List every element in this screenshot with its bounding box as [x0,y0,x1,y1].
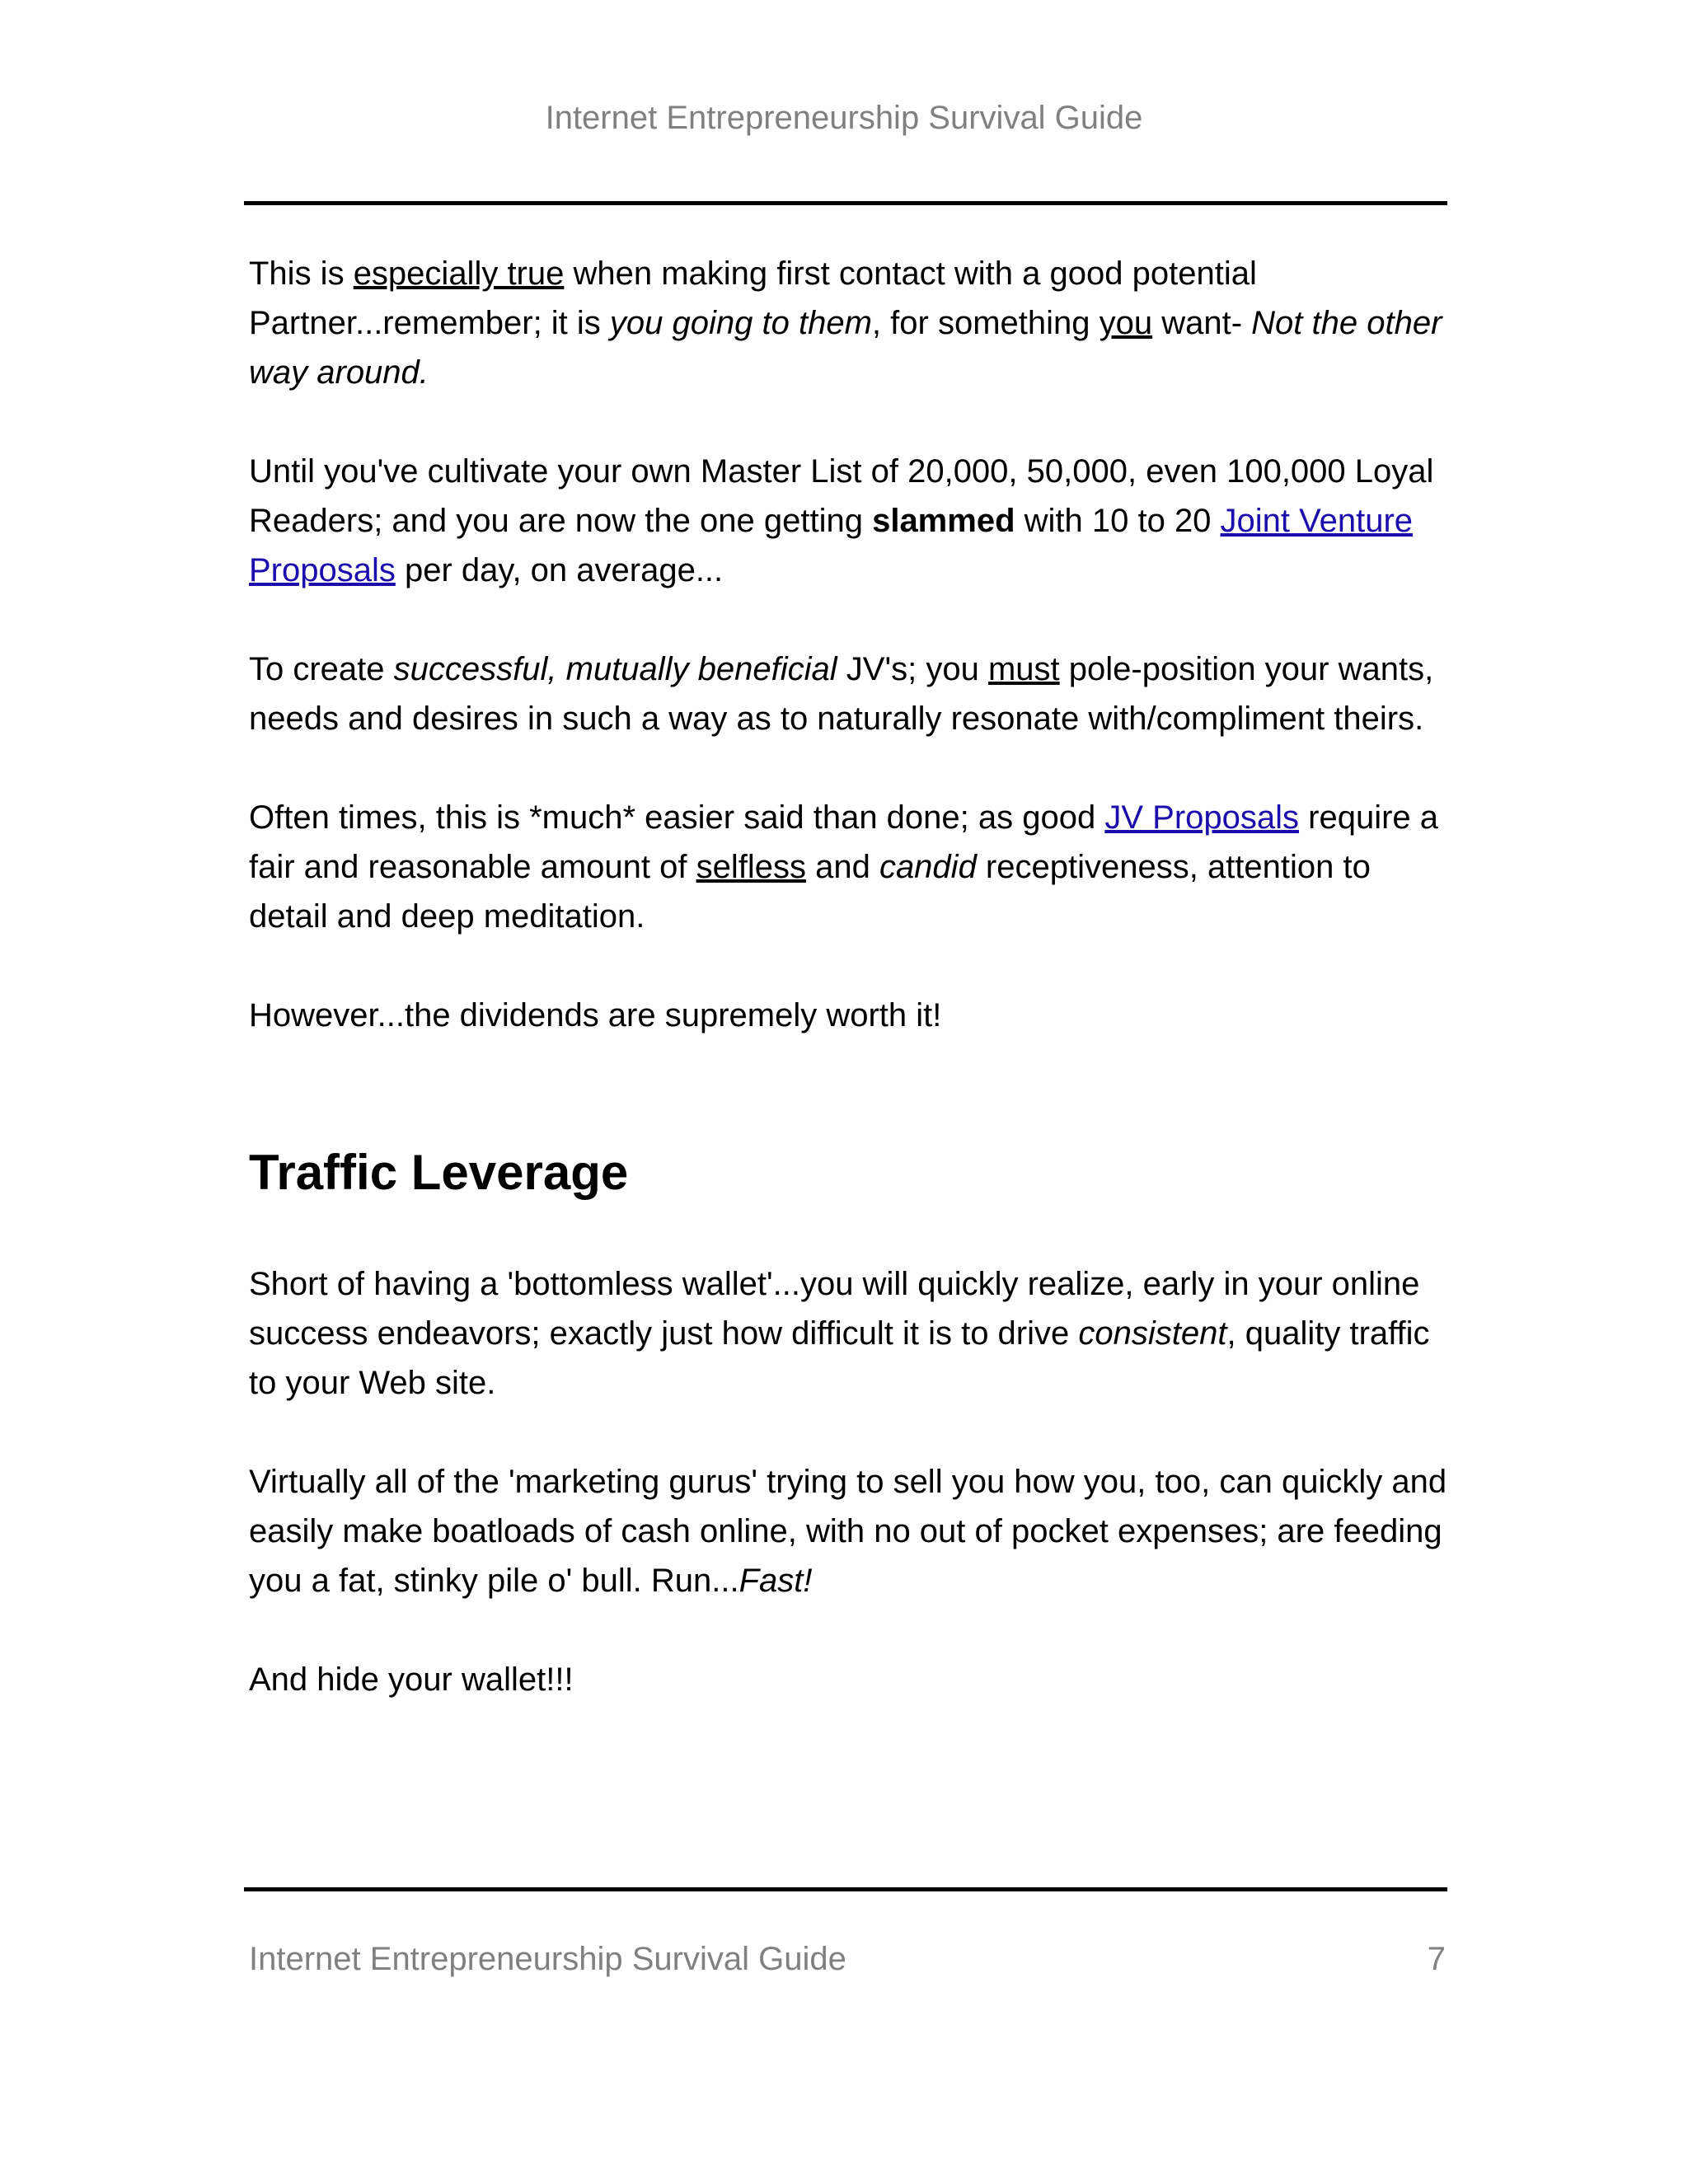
italic-text: candid [879,849,977,885]
italic-text: Not the other way around. [249,305,1442,391]
header-rule [244,201,1447,205]
paragraph-4: Often times, this is *much* easier said than done; as good JV Proposals require a fair and reasonable amount of selfless and candid receptiveness, attention to detail and deep meditation. [249,799,1438,935]
italic-text: you going to them [609,305,872,341]
page-footer [249,1938,1446,1980]
footer-rule [244,1887,1447,1891]
paragraph-2: Until you've cultivate your own Master List of 20,000, 50,000, even 100,000 Loyal Readers; and you are now the one getting slammed with 10 to 20 Joint Venture Proposals per day, on average... [249,453,1434,588]
running-header: Internet Entrepreneurship Survival Guide [545,100,1143,136]
jv-proposals-link[interactable]: JV Proposals [1104,799,1300,836]
underlined-text: must [987,651,1060,687]
page-body [249,249,1452,1754]
underlined-text: selfless [696,849,806,885]
italic-text: successful, mutually beneficial [393,651,837,687]
section-heading: Traffic Leverage [249,1145,629,1200]
paragraph-6: Short of having a 'bottomless wallet'...you will quickly realize, early in your online success endeavors; exactly just how difficult it is to drive consistent, quality traffic to your Web site. [249,1266,1430,1401]
paragraph-7: Virtually all of the 'marketing gurus' trying to sell you how you, too, can quickly and easily make boatloads of cash online, with no out of pocket expenses; are feeding you a fat, stinky pile o' bull. Run...Fast! [249,1464,1447,1599]
footer-title: Internet Entrepreneurship Survival Guide [249,1941,846,1977]
joint-venture-proposals-link[interactable]: Joint Venture Proposals [249,503,1414,588]
paragraph-8: And hide your wallet!!! [249,1661,574,1698]
italic-text: consistent [1078,1315,1227,1352]
paragraph-1: This is especially true when making first contact with a good potential Partner...remember; it is you going to them, for something you want- Not the other way around. [249,255,1442,391]
underlined-text: especially true [353,255,565,292]
underlined-text: you [1099,305,1153,341]
paragraph-3: To create successful, mutually beneficial JV's; you must pole-position your wants, needs and desires in such a way as to naturally resonate with/compliment theirs. [249,651,1434,737]
italic-text: Fast! [738,1563,813,1599]
page-number: 7 [1427,1941,1446,1977]
paragraph-5: However...the dividends are supremely worth it! [249,997,942,1033]
bold-text: slammed [872,503,1015,539]
